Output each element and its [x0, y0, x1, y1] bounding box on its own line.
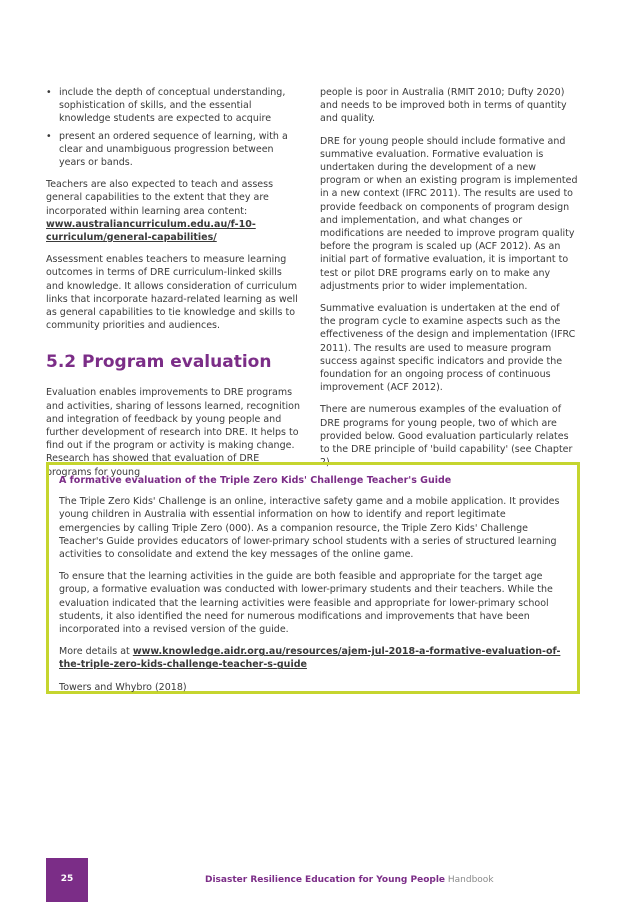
case-study-more-details: More details at www.knowledge.aidr.org.au/resources/ajem-jul-2018-a-formative-evaluation-of-the-triple-zero-kids-challenge-teacher-s-guide	[59, 646, 561, 671]
paragraph-formative: DRE for young people should include formative and summative evaluation. Formative evaluation is undertaken during the development of a new program or when an existing program is implemented in a new context (IFRC 2011). The results are used to provide feedback on components of program design and implementation, and what changes or modifications are needed to improve program quality before the program is scaled up (ACF 2012). As an initial part of formative evaluation, it is important to test or pilot DRE programs early on to make any adjustments prior to wider implementation.	[320, 135, 578, 292]
section-heading: 5.2 Program evaluation	[46, 352, 272, 373]
right-column	[320, 86, 578, 478]
bullet-icon: •	[46, 130, 52, 142]
case-study-citation: Towers and Whybro (2018)	[59, 681, 187, 693]
case-study-box	[46, 462, 580, 694]
paragraph-assessment: Assessment enables teachers to measure learning outcomes in terms of DRE curriculum-linked skills and knowledge. It allows consideration of curriculum links that incorporate hazard-related learning as well as general capabilities to tie knowledge and skills to community priorities and audiences.	[46, 254, 298, 332]
left-column	[46, 86, 301, 488]
footer-title: Disaster Resilience Education for Young People Handbook	[205, 875, 494, 885]
curriculum-link[interactable]: www.australiancurriculum.edu.au/f-10-curriculum/general-capabilities/	[46, 218, 256, 244]
list-item: • include the depth of conceptual understanding, sophistication of skills, and the essential knowledge students are expected to acquire	[46, 87, 286, 125]
paragraph-summative: Summative evaluation is undertaken at the end of the program cycle to examine aspects such as the effectiveness of the design and implementation (IFRC 2011). The results are used to measure program success against specific indicators and provide the foundation for an ongoing process of continuous improvement (ACF 2012).	[320, 303, 576, 394]
list-item: • present an ordered sequence of learning, with a clear and unambiguous progression between years or bands.	[46, 130, 288, 169]
paragraph-continued: people is poor in Australia (RMIT 2010; Dufty 2020) and needs to be improved both in terms of quantity and quality.	[320, 87, 567, 125]
paragraph-evaluation: Evaluation enables improvements to DRE programs and activities, sharing of lessons learned, recognition and integration of feedback by young people and further development of research into DRE. It helps to find out if the program or activity is making change. Research has showed that evaluation of DRE programs for young	[46, 387, 300, 478]
bullet-list	[46, 86, 301, 169]
case-study-paragraph: The Triple Zero Kids' Challenge is an online, interactive safety game and a mobile application. It provides young children in Australia with essential information on how to identify and report legitimate emergencies by calling Triple Zero (000). As a companion resource, the Triple Zero Kids' Challenge Teacher's Guide provides educators of lower-primary school students with a series of structured learning activities to consolidate and extend the key messages of the online game.	[59, 496, 560, 561]
bullet-icon: •	[46, 87, 52, 98]
paragraph-examples: There are numerous examples of the evaluation of DRE programs for young people, two of which are provided below. Good evaluation particularly relates to the DRE principle of 'build capability' (see Chapter 2).	[320, 404, 573, 469]
paragraph-general-capabilities: Teachers are also expected to teach and assess general capabilities to the extent that they are incorporated within learning area content: www.australiancurriculum.edu.au/f-10-curriculum/general-capabilities/	[46, 179, 274, 244]
case-study-title: A formative evaluation of the Triple Zero Kids' Challenge Teacher's Guide	[59, 475, 452, 486]
case-study-link[interactable]: www.knowledge.aidr.org.au/resources/ajem-jul-2018-a-formative-evaluation-of-the-triple-zero-kids-challenge-teacher-s-guide	[59, 646, 561, 671]
case-study-paragraph: To ensure that the learning activities in the guide are both feasible and appropriate for the target age group, a formative evaluation was conducted with lower-primary students and their teachers. While the evaluation indicated that the learning activities were feasible and appropriate for lower-primary school students, it also identified the need for numerous modifications and improvements that have been incorporated into a revised version of the guide.	[59, 571, 553, 636]
page-number: 25	[46, 858, 88, 902]
